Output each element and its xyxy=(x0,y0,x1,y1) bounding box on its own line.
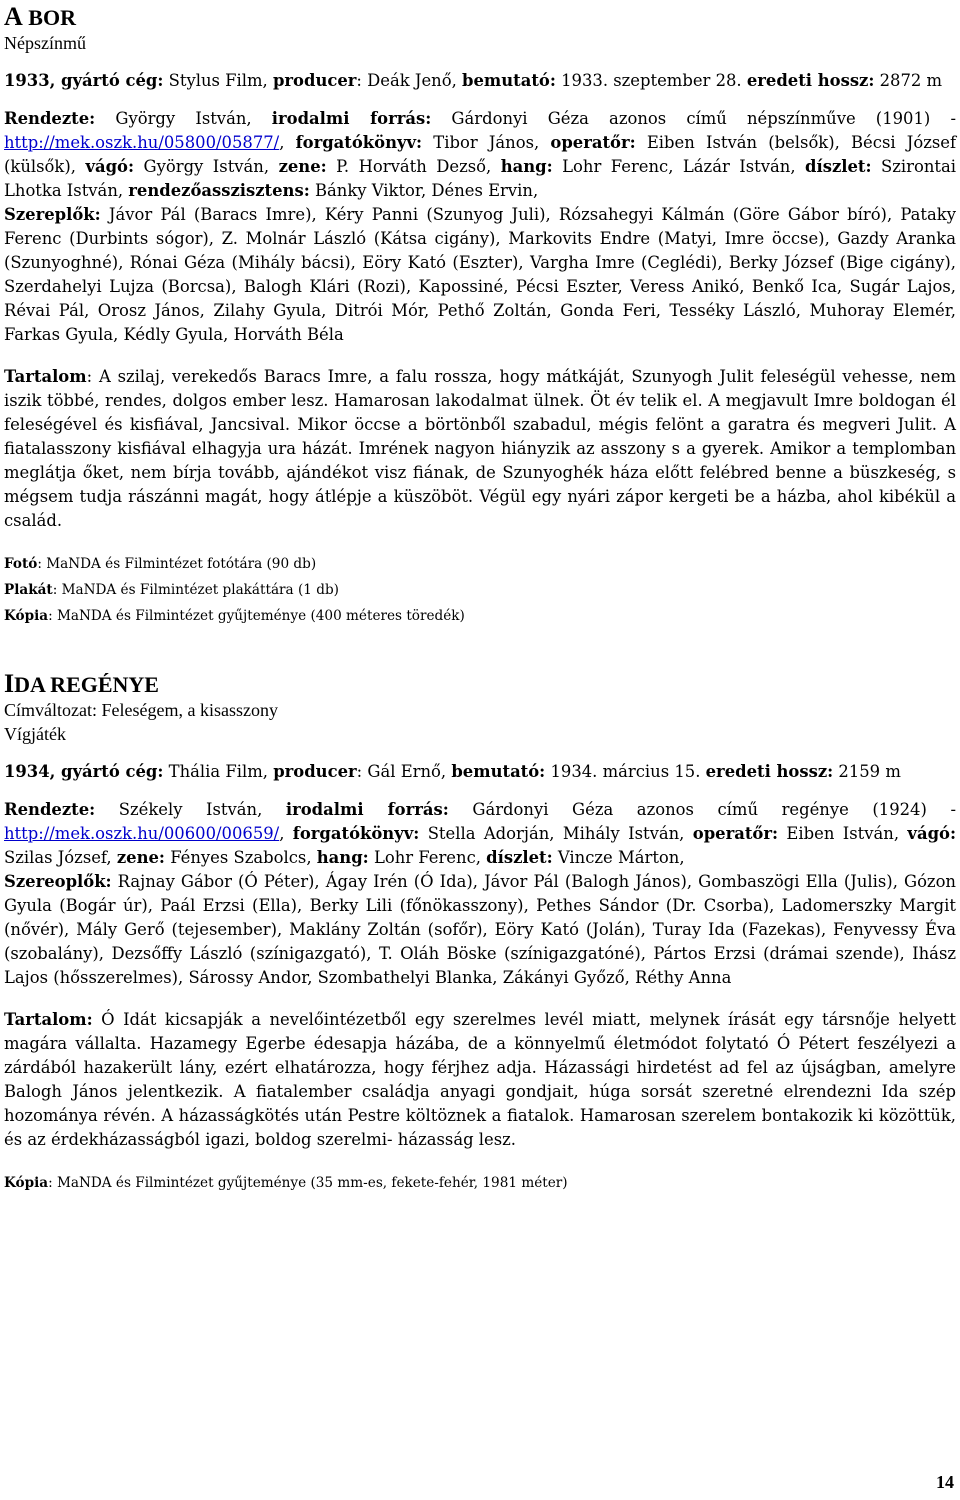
archive-info xyxy=(4,1170,956,1196)
film-alt-title: Címváltozat: Feleségem, a kisasszony xyxy=(4,700,278,720)
cast-list: Jávor Pál (Baracs Imre), Kéry Panni (Szunyog Juli), Rózsahegyi Kálmán (Göre Gábor bíró), Pataky Ferenc (Durbints sógor), Z. Molnár László (Kátsa cigány), Markovits Endre (Matyi, Imre öccse), Gazdy Aranka (Szunyoghné), Rónai Géza (Mihály bácsi), Eöry Kató (Eszter), Vargha Imre (Ceglédi), Berky József (Bige cigány), Szerdahelyi Lujza (Borcsa), Balogh Klári (Rozi), Kapossiné, Pécsi Eszter, Veress Anikó, Benkő Ica, Sugár Lajos, Révai Pál, Orosz János, Zilahy Gyula, Ditrói Mór, Pethő Zoltán, Gonda Feri, Tesséky László, Muhoray Elemér, Farkas Gyula, Kédly Gyula, Horváth Béla xyxy=(4,205,956,344)
film-genre: Népszínmű xyxy=(4,33,86,53)
credits: Rendezte: György István, irodalmi forrás: Gárdonyi Géza azonos című népszínműve (1901) - http://mek.oszk.hu/05800/05877/, forgatókönyv: Tibor János, operatőr: Eiben István (belsők), Bécsi József (külsők), vágó: György István, zene: P. Horváth Dezső, hang: Lohr Ferenc, Lázár István, díszlet: Szirontai Lhotka István, rendezőasszisztens: Bánky Viktor, Dénes Ervin, Szereplők: Jávor Pál (Baracs Imre), Kéry Panni (Szunyog Juli), Rózsahegyi Kálmán (Göre Gábor bíró), Pataky Ferenc (Durbints sógor), Z. Molnár László (Kátsa cigány), Markovits Endre (Matyi, Imre öccse), Gazdy Aranka (Szunyoghné), Rónai Géza (Mihály bácsi), Eöry Kató (Eszter), Vargha Imre (Ceglédi), Berky József (Bige cigány), Szerdahelyi Lujza (Borcsa), Balogh Klári (Rozi), Kapossiné, Pécsi Eszter, Veress Anikó, Benkő Ica, Sugár Lajos, Révai Pál, Orosz János, Zilahy Gyula, Ditrói Mór, Pethő Zoltán, Gonda Feri, Tesséky László, Muhoray Elemér, Farkas Gyula, Kédly Gyula, Horváth Béla xyxy=(4,109,957,344)
document-page xyxy=(4,4,956,1196)
film-genre: Vígjáték xyxy=(4,724,66,744)
production-info: 1934, gyártó cég: Thália Film, producer: Gál Ernő, bemutató: 1934. március 15. eredeti hossz: 2159 m xyxy=(4,762,901,781)
production-info: 1933, gyártó cég: Stylus Film, producer: Deák Jenő, bemutató: 1933. szeptember 28. eredeti hossz: 2872 m xyxy=(4,71,943,90)
archive-line: Kópia: MaNDA és Filmintézet gyűjteménye (35 mm-es, fekete-fehér, 1981 méter) xyxy=(4,1175,568,1191)
archive-info xyxy=(4,551,956,629)
archive-line: Kópia: MaNDA és Filmintézet gyűjteménye (400 méteres töredék) xyxy=(4,608,465,624)
page-number: 14 xyxy=(936,1472,954,1492)
synopsis: Tartalom: A szilaj, verekedős Baracs Imre, a falu rossza, hogy mátkáját, Szunyogh Julit feleségül vehesse, nem iszik többé, rendes, dolgos ember lesz. Hamarosan lakodalmat ülnek. Öt év telik el. A megjavult Imre boldogan él feleségével és kisfiával, Jancsival. Mikor öccse a börtönből szabadul, mégis felönt a garatra és megveri Julit. A fiatalasszony kisfiával elhagyja ura házát. Imrének nagyon hiányzik az asszony s a gyerek. Amikor a templomban meglátja őket, nem bírja tovább, ajándékot visz fiának, de Szunyoghék háza előtt felébred benne a büszkeség, s mégsem tudja rászánni magát, hogy átlépje a küszöböt. Végül egy nyári zápor kergeti be a házba, ahol kibékül a család. xyxy=(4,367,956,530)
source-link[interactable]: http://mek.oszk.hu/05800/05877/ xyxy=(4,133,280,152)
archive-line: Fotó: MaNDA és Filmintézet fotótára (90 db) xyxy=(4,556,317,572)
cast-label: Szereoplők: xyxy=(4,872,112,891)
credits: Rendezte: Székely István, irodalmi forrás: Gárdonyi Géza azonos című regénye (1924) - http://mek.oszk.hu/00600/00659/, forgatókönyv: Stella Adorján, Mihály István, operatőr: Eiben István, vágó: Szilas József, zene: Fényes Szabolcs, hang: Lohr Ferenc, díszlet: Vincze Márton, Szereoplők: Rajnay Gábor (Ó Péter), Ágay Irén (Ó Ida), Jávor Pál (Balogh János), Gombaszögi Ella (Julis), Gózon Gyula (Bogár úr), Paál Erzsi (Ella), Berky Lili (főnökasszony), Pethes Sándor (Dr. Csorba), Ladomerszky Margit (nővér), Mály Gerő (tejesember), Maklány Zoltán (sofőr), Eöry Kató (Jolán), Turay Ida (Fazekas), Fenyvessy Éva (szobalány), Dezsőffy László (színigazgató), T. Oláh Böske (színigazgatóné), Pártos Erzsi (drámai szende), Ihász Lajos (hősszerelmes), Sárossy Andor, Szombathelyi Blanka, Zákányi Győző, Réthy Anna xyxy=(4,800,957,987)
cast-list: Rajnay Gábor (Ó Péter), Ágay Irén (Ó Ida), Jávor Pál (Balogh János), Gombaszögi Ella (Julis), Gózon Gyula (Bogár úr), Paál Erzsi (Ella), Berky Lili (főnökasszony), Pethes Sándor (Dr. Csorba), Ladomerszky Margit (nővér), Mály Gerő (tejesember), Maklány Zoltán (sofőr), Eöry Kató (Jolán), Turay Ida (Fazekas), Fenyvessy Éva (szobalány), Dezsőffy László (színigazgató), T. Oláh Böske (színigazgatóné), Pártos Erzsi (drámai szende), Ihász Lajos (hősszerelmes), Sárossy Andor, Szombathelyi Blanka, Zákányi Győző, Réthy Anna xyxy=(4,872,956,987)
film-title: IDA REGÉNYE xyxy=(4,669,159,698)
cast-label: Szereplők: xyxy=(4,205,101,224)
synopsis: Tartalom: Ó Idát kicsapják a nevelőintézetből egy szerelmes levél miatt, melynek írását egy társnője helyett magára vállalta. Hazamegy Egerbe édesapja házába, de a könnyelmű életmódot folytató Ó Pétert feszélyezi a zárdából hazakerült lány, ezért elhatározza, hogy férjhez adja. Házassági hirdetést ad fel az újságban, amelyre Balogh János jelentkezik. A fiatalember családja anyagi gondjait, húga sorsát szeretné elrendezni Ida szép hozománya révén. A házasságkötés után Pestre költöznek a fiatalok. Hamarosan szerelem bontakozik ki közöttük, és az érdekházasságból igazi, boldog szerelmi- házasság lesz. xyxy=(4,1010,956,1149)
film-entry-a-bor xyxy=(4,4,956,629)
archive-line: Plakát: MaNDA és Filmintézet plakáttára (1 db) xyxy=(4,582,339,598)
film-entry-ida-regenye xyxy=(4,671,956,1196)
source-link[interactable]: http://mek.oszk.hu/00600/00659/ xyxy=(4,824,280,843)
film-title: A BOR xyxy=(4,2,76,31)
